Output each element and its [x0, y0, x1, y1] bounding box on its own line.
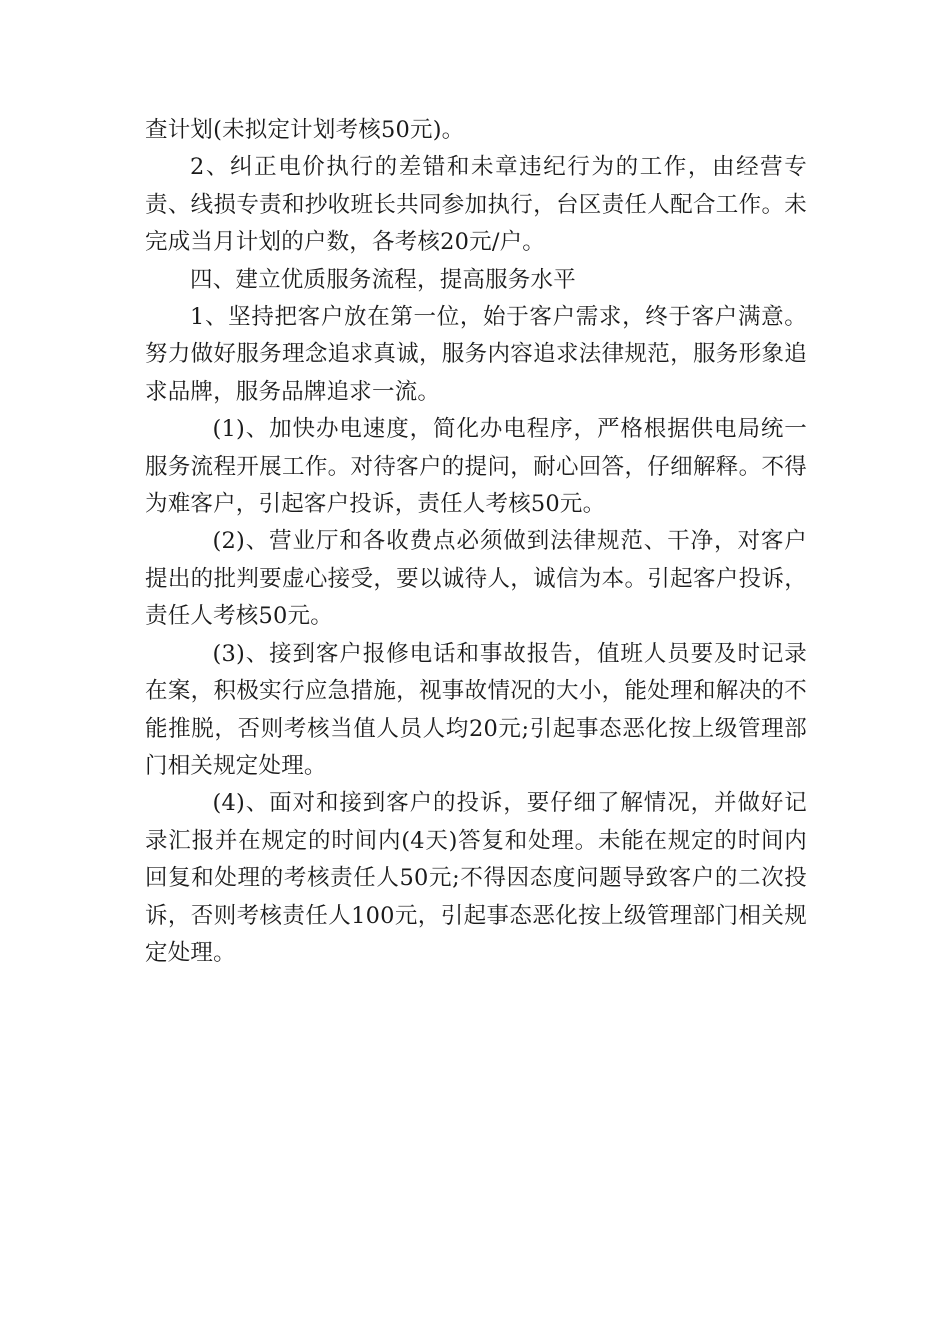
section-heading-4-service-process: 四、建立优质服务流程，提高服务水平 [190, 266, 576, 293]
paragraph-subitem-1-speed: (1)、加快办电速度，简化办电程序，严格根据供电局统一服务流程开展工作。对待客户的提问，耐心回答，仔细解释。不得为难客户，引起客户投诉，责任人考核50元。 [145, 416, 807, 518]
document-body [145, 112, 807, 972]
paragraph-subitem-2-hall: (2)、营业厅和各收费点必须做到法律规范、干净，对客户提出的批判要虚心接受，要以诚待人，诚信为本。引起客户投诉，责任人考核50元。 [145, 528, 807, 630]
paragraph-item-1-customer-first: 1、坚持把客户放在第一位，始于客户需求，终于客户满意。努力做好服务理念追求真诚，服务内容追求法律规范，服务形象追求品牌，服务品牌追求一流。 [145, 304, 807, 405]
paragraph-subitem-4-complaints: (4)、面对和接到客户的投诉，要仔细了解情况，并做好记录汇报并在规定的时间内(4天)答复和处理。未能在规定的时间内回复和处理的考核责任人50元;不得因态度问题导致客户的二次投诉，否则考核责任人100元，引起事态恶化按上级管理部门相关规定处理。 [145, 790, 807, 966]
paragraph-plan-continuation: 查计划(未拟定计划考核50元)。 [145, 117, 465, 143]
paragraph-subitem-3-repair: (3)、接到客户报修电话和事故报告，值班人员要及时记录在案，积极实行应急措施，视事故情况的大小，能处理和解决的不能推脱，否则考核当值人员人均20元;引起事态恶化按上级管理部门相关规定处理。 [145, 640, 807, 779]
paragraph-item-2-price-correction: 2、纠正电价执行的差错和未章违纪行为的工作，由经营专责、线损专责和抄收班长共同参加执行，台区责任人配合工作。未完成当月计划的户数，各考核20元/户。 [145, 154, 807, 256]
